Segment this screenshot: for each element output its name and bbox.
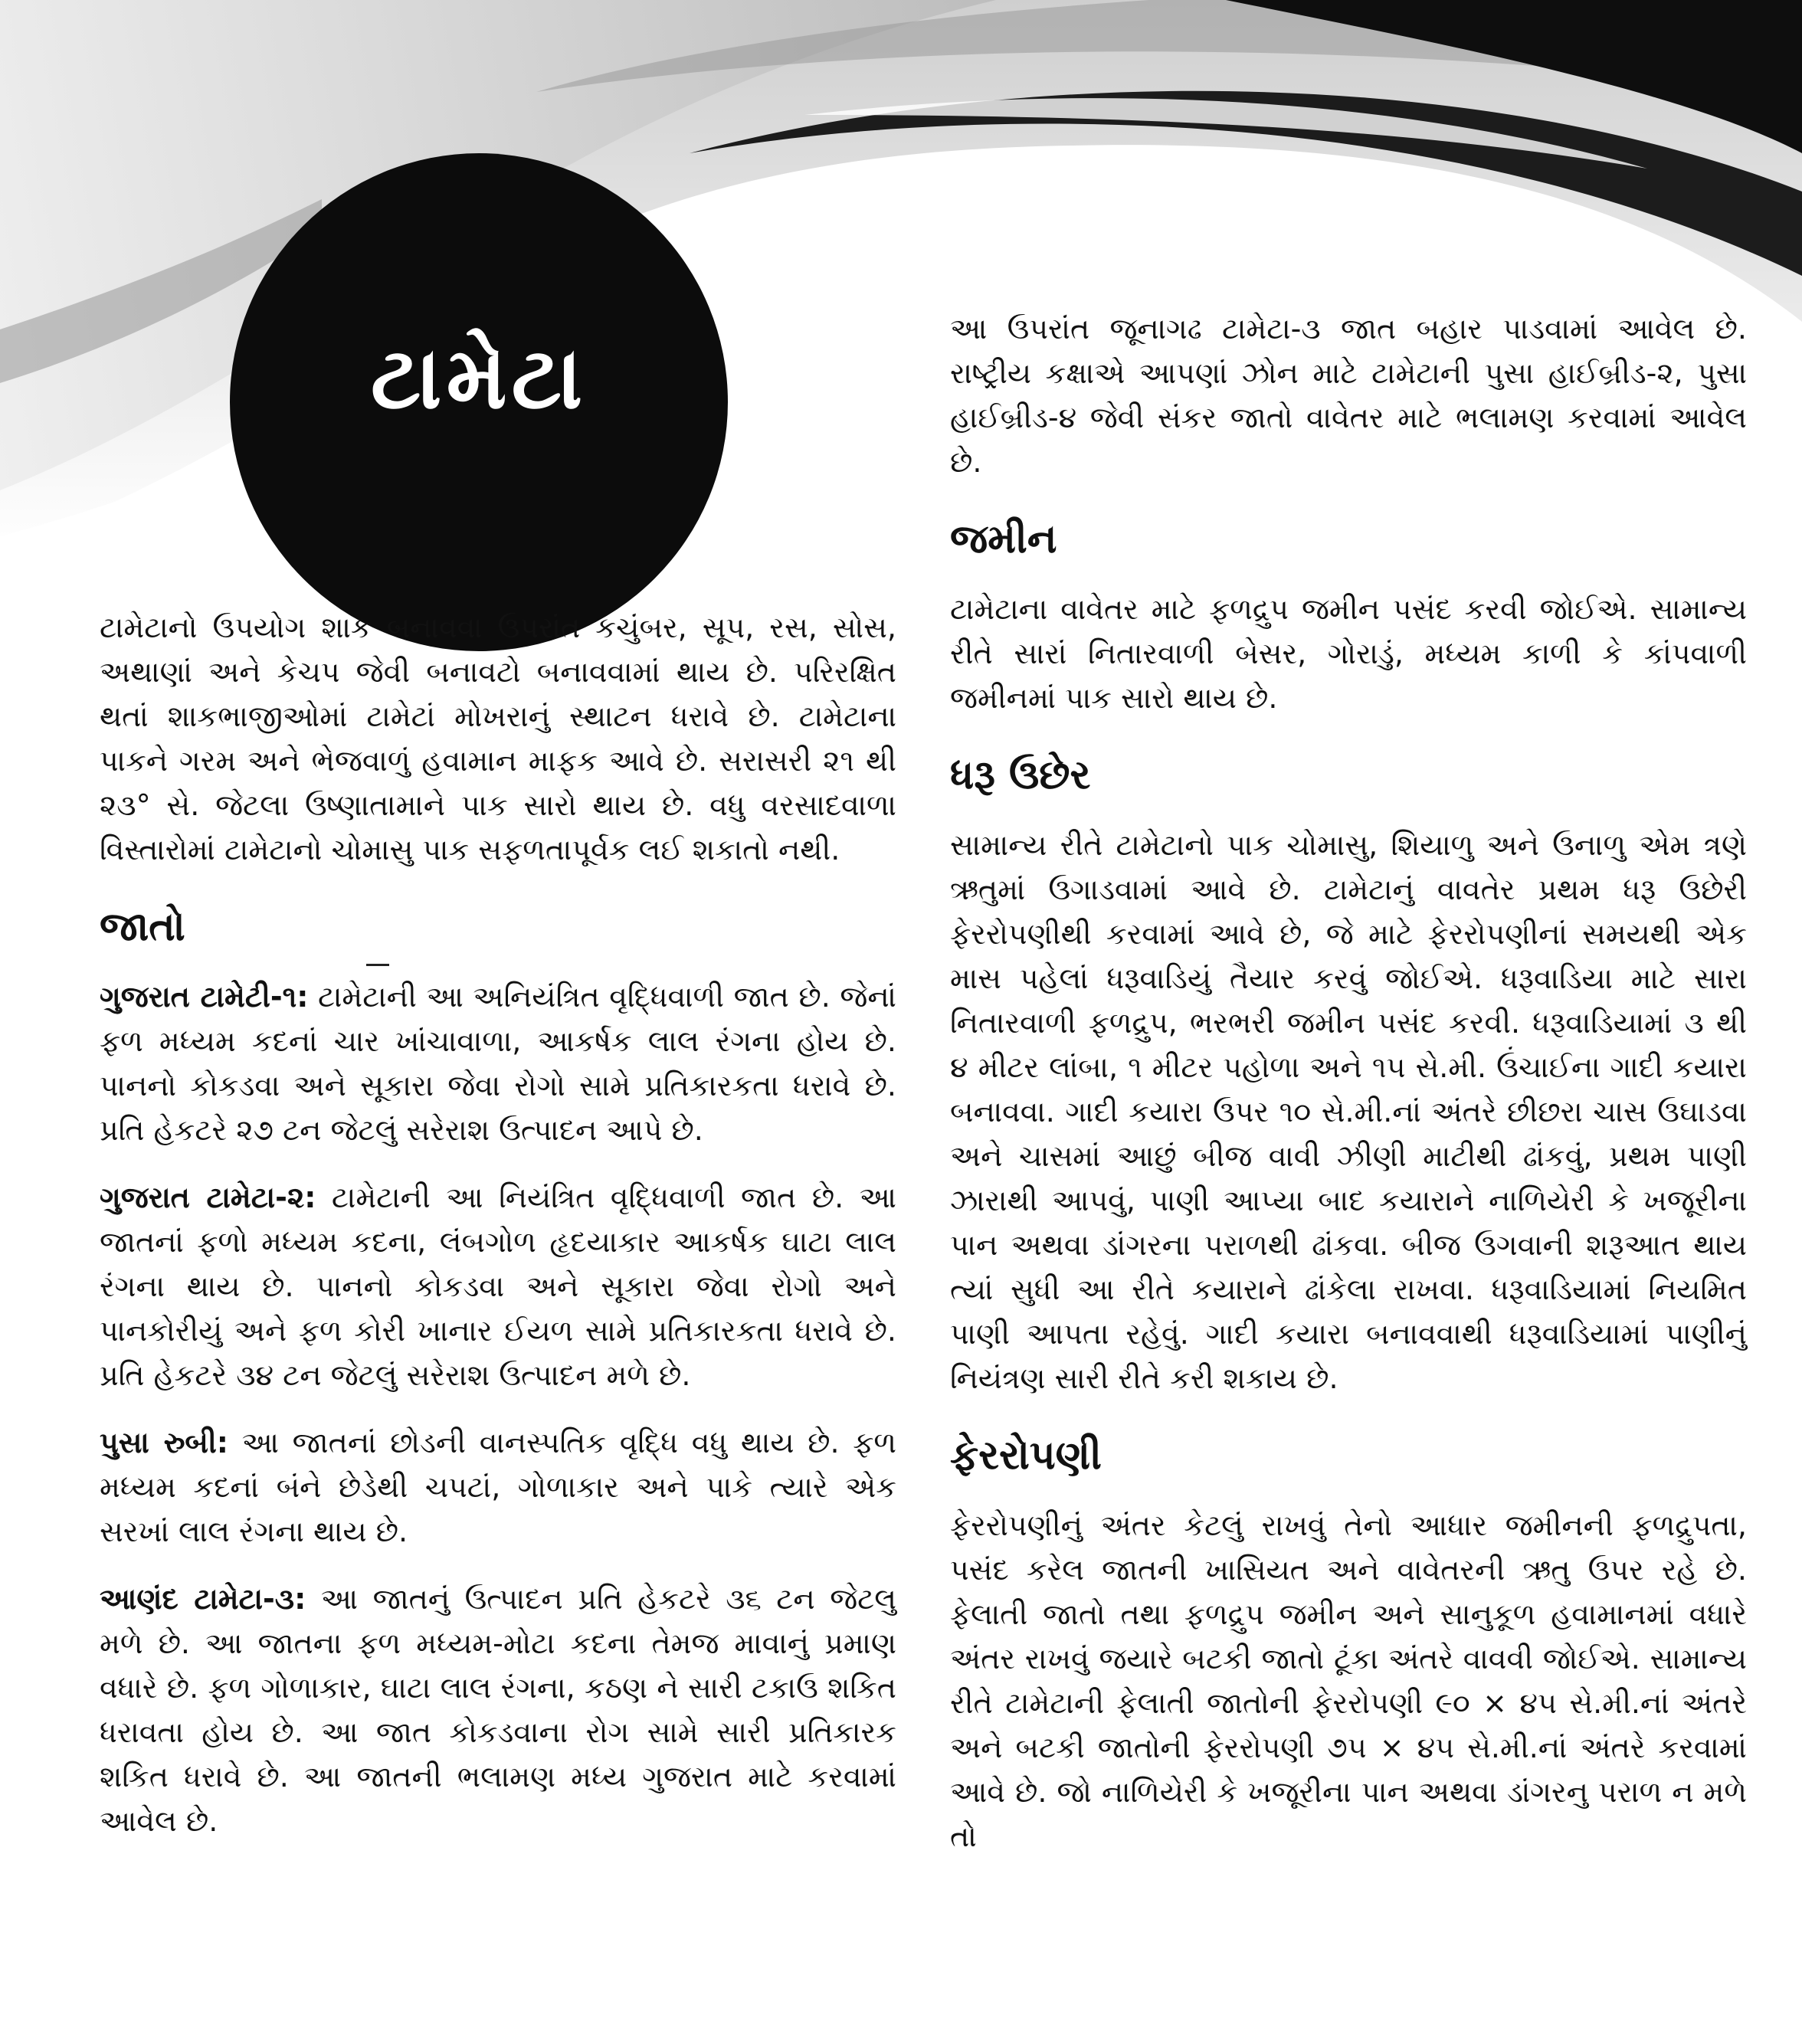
nursery-paragraph: સામાન્ય રીતે ટામેટાનો પાક ચોમાસુ, શિયાળુ અને ઉનાળુ એમ ત્રણે ઋતુમાં ઉગાડવામાં આવે છે. ટામેટાનું વાવતેર પ્રથમ ધરૂ ઉછેરી ફેરરોપણીથી કરવામાં આવે છે, જે માટે ફેરરોપણીનાં સમયથી એક માસ પહેલાં ધરૂવાડિયું તૈયાર કરવું જોઈએ. ધરૂવાડિયા માટે સારા નિતારવાળી ફળદ્રુપ, ભરભરી જમીન પસંદ કરવી. ધરૂવાડિયામાં ૩ થી ૪ મીટર લાંબા, ૧ મીટર પહોળા અને ૧૫ સે.મી. ઉંચાઈના ગાદી કયારા બનાવવા. ગાદી કયારા ઉપર ૧૦ સે.મી.નાં અંતરે છીછરા ચાસ ઉઘાડવા અને ચાસમાં આછું બીજ વાવી ઝીણી માટીથી ઢાંકવું, પ્રથમ પાણી ઝારાથી આપવું, પાણી આપ્યા બાદ કયારાને નાળિયેરી કે ખજૂરીના પાન અથવા ડાંગરના પરાળથી ઢાંકવા. બીજ ઉગવાની શરૂઆત થાય ત્યાં સુધી આ રીતે કયારાને ઢાંકેલા રાખવા. ધરૂવાડિયામાં નિયમિત પાણી આપતા રહેવું. ગાદી કયારા બનાવવાથી ધરૂવાડિયામાં પાણીનું નિયંત્રણ સારી રીતે કરી શકાય છે.: [950, 828, 1747, 1395]
transplanting-paragraph: ફેરરોપણીનું અંતર કેટલું રાખવું તેનો આધાર જમીનની ફળદ્રુપતા, પસંદ કરેલ જાતની ખાસિયત અને વાવેતરની ઋતુ ઉપર રહે છે. ફેલાતી જાતો તથા ફળદ્રુપ જમીન અને સાનુકૂળ હવામાનમાં વધારે અંતર રાખવું જયારે બટકી જાતો ટૂંકા અંતરે વાવવી જોઈએ. સામાન્ય રીતે ટામેટાની ફેલાતી જાતોની ફેરરોપણી ૯૦ × ૪૫ સે.મી.નાં અંતરે અને બટકી જાતોની ફેરરોપણી ૭૫ × ૪૫ સે.મી.નાં અંતરે કરવામાં આવે છે. જો નાળિયેરી કે ખજૂરીના પાન અથવા ડાંગરનુ પરાળ ન મળે તો: [950, 1508, 1747, 1853]
variety-entry: [100, 1577, 896, 1843]
intro-paragraph: ટામેટાનો ઉપયોગ શાક બનાવવા ઉપરાંત કચુંબર, સૂપ, રસ, સોસ, અથાણાં અને કેચપ જેવી બનાવટો બનાવવામાં થાય છે. પરિરક્ષિત થતાં શાકભાજીઓમાં ટામેટાં મોખરાનું સ્થાટન ધરાવે છે. ટામેટાના પાકને ગરમ અને ભેજવાળું હવામાન માફક આવે છે. સરાસરી ૨૧ થી ૨૩° સે. જેટલા ઉષ્ણાતામાને પાક સારો થાય છે. વધુ વરસાદવાળા વિસ્તારોમાં ટામેટાનો ચોમાસુ પાક સફળતાપૂર્વક લઈ શકાતો નથી.: [100, 611, 896, 866]
variety-name: પુસા રુબી:: [100, 1426, 229, 1459]
variety-description: આ જાતનાં છોડની વાનસ્પતિક વૃદ્ધિ વધુ થાય છે. ફળ મધ્યમ કદનાં બંને છેડેથી ચપટાં, ગોળાકાર અને પાકે ત્યારે એક સરખાં લાલ રંગના થાય છે.: [100, 1426, 897, 1548]
variety-description: ટામેટાની આ અનિયંત્રિત વૃદ્ધિવાળી જાત છે. જેનાં ફળ મધ્યમ કદનાં ચાર ખાંચાવાળા, આકર્ષક લાલ રંગના હોય છે. પાનનો કોકડવા અને સૂકારા જેવા રોગો સામે પ્રતિકારકતા ધરાવે છે. પ્રતિ હેકટરે ૨૭ ટન જેટલું સરેરાશ ઉત્પાદન આપે છે.: [100, 980, 896, 1147]
variety-description: આ જાતનું ઉત્પાદન પ્રતિ હેકટરે ૩૬ ટન જેટલુ મળે છે. આ જાતના ફળ મધ્યમ-મોટા કદના તેમજ માવાનું પ્રમાણ વધારે છે. ફળ ગોળાકાર, ઘાટા લાલ રંગના, કઠણ ને સારી ટકાઉ શકિત ધરાવતા હોય છે. આ જાત કોકડવાના રોગ સામે સારી પ્રતિકારક શકિત ધરાવે છે. આ જાતની ભલામણ મધ્ય ગુજરાત માટે કરવામાં આવેલ છે.: [100, 1582, 896, 1838]
land-heading: જમીન: [950, 516, 1057, 562]
variety-entry: [100, 1175, 896, 1397]
variety-name: ગુજરાત ટામેટી-૧:: [100, 980, 309, 1014]
left-column: [100, 605, 896, 1866]
right-column: [950, 306, 1747, 1882]
transplanting-heading: ફેરરોપણી: [950, 1433, 1102, 1479]
title-circle: [230, 153, 728, 651]
variety-entry: [100, 1420, 896, 1554]
variety-description: ટામેટાની આ નિયંત્રિત વૃદ્ધિવાળી જાત છે. આ જાતનાં ફળો મધ્યમ કદના, લંબગોળ હૃદયાકાર આકર્ષક ઘાટા લાલ રંગના થાય છે. પાનનો કોકડવા અને સૂકારા જેવા રોગો અને પાનકોરીયું અને ફળ કોરી ખાનાર ઈયળ સામે પ્રતિકારકતા ધરાવે છે. પ્રતિ હેકટરે ૩૪ ટન જેટલું સરેરાશ ઉત્પાદન મળે છે.: [100, 1181, 896, 1392]
nursery-heading: ધરૂ ઉછેર: [950, 752, 1091, 798]
page-title: ટામેટા: [370, 329, 588, 428]
land-paragraph: ટામેટાના વાવેતર માટે ફળદ્રુપ જમીન પસંદ કરવી જોઈએ. સામાન્ય રીતે સારાં નિતારવાળી બેસર, ગોરાડું, મધ્યમ કાળી કે કાંપવાળી જમીનમાં પાક સારો થાય છે.: [950, 592, 1747, 715]
variety-name: આણંદ ટામેટા-૩:: [100, 1582, 306, 1616]
variety-name: ગુજરાત ટામેટા-૨:: [100, 1181, 316, 1214]
varieties-heading: જાતો: [100, 904, 185, 950]
variety-entry: [100, 975, 896, 1152]
hybrid-varieties-paragraph: આ ઉપરાંત જૂનાગઢ ટામેટા-૩ જાત બહાર પાડવામાં આવેલ છે. રાષ્ટ્રીય કક્ષાએ આપણાં ઝોન માટે ટામેટાની પુસા હાઈબ્રીડ-૨, પુસા હાઈબ્રીડ-૪ જેવી સંકર જાતો વાવેતર માટે ભલામણ કરવામાં આવેલ છે.: [950, 312, 1747, 479]
